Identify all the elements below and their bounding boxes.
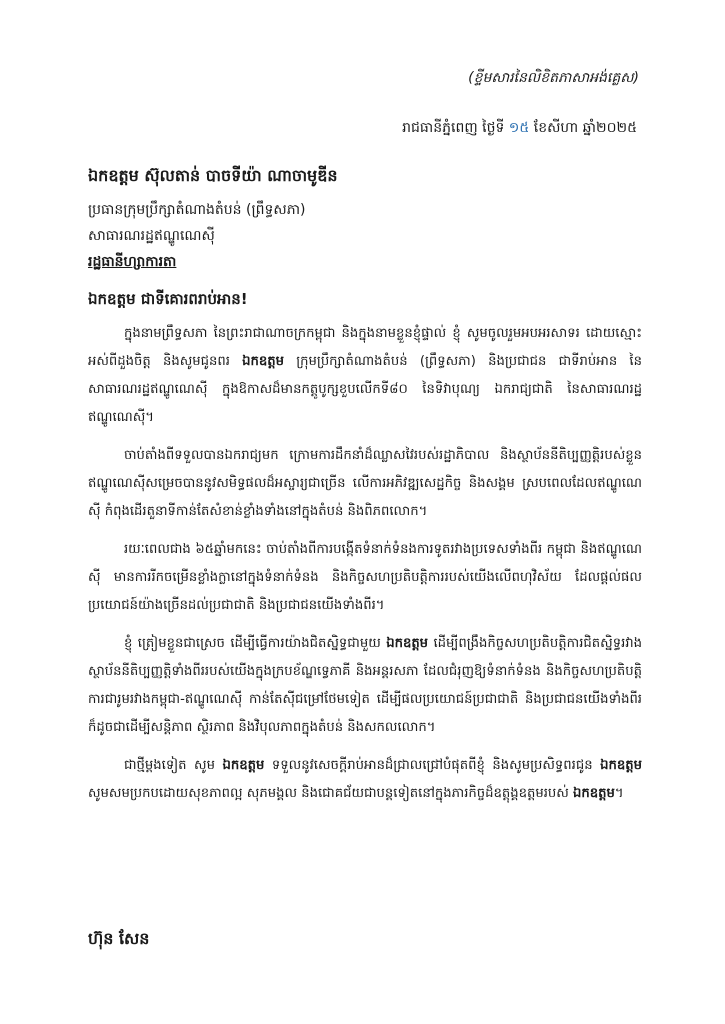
- recipient-place: រដ្ឋធានីហ្សាការតា: [88, 254, 177, 270]
- paragraph-1-honorific: ឯកឧត្តម: [242, 354, 285, 369]
- paragraph-5-honorific-2: ឯកឧត្តម: [600, 758, 642, 773]
- recipient-country: សាធារណរដ្ឋឥណ្ឌូណេស៊ី: [88, 228, 215, 244]
- paragraph-5-text-a: ជាថ្មីម្តងទៀត សូម: [124, 758, 223, 773]
- paragraph-4-text-a: ខ្ញុំ ត្រៀមខ្លួនជាស្រេច ដើម្បីធ្វើការយ៉ាងជិតស្និទ្ធជាមួយ: [124, 636, 387, 651]
- date-day: ១៥: [508, 120, 530, 136]
- date-suffix: ខែសីហា ឆ្នាំ២០២៥: [529, 120, 637, 136]
- paragraph-5-text-c: ទទួលនូវសេចក្តីរាប់អានដ៏ជ្រាលជ្រៅបំផុតពីខ្ញុំ និងសូមប្រសិទ្ធពរជូន: [264, 758, 601, 773]
- recipient-block: [88, 165, 648, 275]
- paragraph-5-text-g: ។: [614, 786, 624, 801]
- paragraph-4: [88, 630, 642, 742]
- paragraph-4-honorific: ឯកឧត្តម: [386, 636, 429, 651]
- letter-body: [88, 320, 642, 818]
- paragraph-1-text-a: ក្នុងនាមព្រឹទ្ធសភា នៃព្រះរាជាណាចក្រកម្ពុជា និងក្នុងនាមខ្លួនខ្ញុំផ្ទាល់ ខ្ញុំ សូមចូលរួមអបអរសាទរ ដោយស្មោះអស់ពីដួងចិត្ត និងសូមជូនពរ: [88, 326, 642, 369]
- paragraph-2: ចាប់តាំងពីទទួលបានឯករាជ្យមក ក្រោមការដឹកនាំដ៏ឈ្លាសវៃរបស់រដ្ឋាភិបាល និងស្ថាប័ននីតិប្បញ្ញត្តិរបស់ខ្លួន ឥណ្ឌូណេស៊ីសម្រេចបាននូវសមិទ្ធផលដ៏អស្ចារ្យជាច្រើន លើការអភិវឌ្ឍសេដ្ឋកិច្ច និងសង្គម ស្របពេលដែលឥណ្ឌូណេស៊ី កំពុងដើរតួនាទីកាន់តែសំខាន់ខ្លាំងទាំងនៅក្នុងតំបន់ និងពិភពលោក។: [88, 448, 642, 519]
- paragraph-4-text-c: ដើម្បីពង្រឹងកិច្ចសហប្រតិបត្តិការជិតស្និទ្ធរវាងស្ថាប័ននីតិប្បញ្ញត្តិទាំងពីររបស់យើងក្នុងក្របខ័ណ្ឌទ្វេភាគី និងអន្តរសភា ដែលជំរុញឱ្យទំនាក់ទំនង និងកិច្ចសហប្រតិបត្តិការជារូមរវាងកម្ពុជា-ឥណ្ឌូណេស៊ី កាន់តែស៊ីជម្រៅថែមទៀត ដើម្បីផលប្រយោជន៍ប្រជាជាតិ និងប្រជាជនយើងទាំងពីរ ក៏ដូចជាដើម្បីសន្តិភាព ស្ថិរភាព និងវិបុលភាពក្នុងតំបន់ និងសកលលោក។: [88, 636, 642, 735]
- paragraph-5-text-e: សូមសមប្រកបដោយសុខភាពល្អ សុភមង្គល និងជោគជ័យជាបន្តទៀតនៅក្នុងភារកិច្ចដ៏ឧត្តុង្គឧត្តមរបស់: [88, 786, 574, 801]
- recipient-title: ប្រធានក្រុមប្រឹក្សាតំណាងតំបន់ (ព្រឹទ្ធសភា): [88, 202, 306, 218]
- date-line: [402, 118, 637, 139]
- paragraph-5-honorific-1: ឯកឧត្តម: [222, 758, 265, 773]
- paragraph-5: [88, 752, 642, 808]
- translation-note: (ខ្ទីមសារនៃលិខិតភាសាអង់គ្លេស): [468, 70, 639, 86]
- paragraph-1-text-c: ក្រុមប្រឹក្សាតំណាងតំបន់ (ព្រឹទ្ធសភា) និងប្រជាជន ជាទីរាប់អាន នៃសាធារណរដ្ឋឥណ្ឌូណេស៊ី ក្នុងឱកាសដ៏មានកត្តូបូក្សខួបលើកទី៨០ នៃទិវាបុណ្យ ឯករាជ្យជាតិ នៃសាធារណរដ្ឋឥណ្ឌូណេស៊ី។: [88, 354, 642, 425]
- recipient-name: ឯកឧត្តម ស៊ុលតាន់ បាចទីយ៉ា ណាចាមូឌីន: [88, 166, 338, 185]
- paragraph-1: [88, 320, 642, 432]
- date-prefix: រាជធានីភ្នំពេញ ថ្ងៃទី: [402, 120, 509, 136]
- paragraph-5-honorific-3: ឯកឧត្តម: [573, 786, 615, 801]
- signature-name: ហ៊ុន សែន: [88, 929, 150, 948]
- salutation: ឯកឧត្តម ជាទីគោរពរាប់អាន!: [88, 290, 248, 308]
- paragraph-3: រយៈពេលជាង ៦៥ឆ្នាំមកនេះ ចាប់តាំងពីការបង្កើតទំនាក់ទំនងការទូតរវាងប្រទេសទាំងពីរ កម្ពុជា និងឥណ្ឌូណេស៊ី មានការរីកចម្រើនខ្លាំងក្លានៅក្នុងទំនាក់ទំនង និងកិច្ចសហប្រតិបត្តិការរបស់យើងលើពហុវិស័យ ដែលផ្តល់ផលប្រយោជន៍យ៉ាងច្រើនដល់ប្រជាជាតិ និងប្រជាជនយើងទាំងពីរ។: [88, 542, 642, 613]
